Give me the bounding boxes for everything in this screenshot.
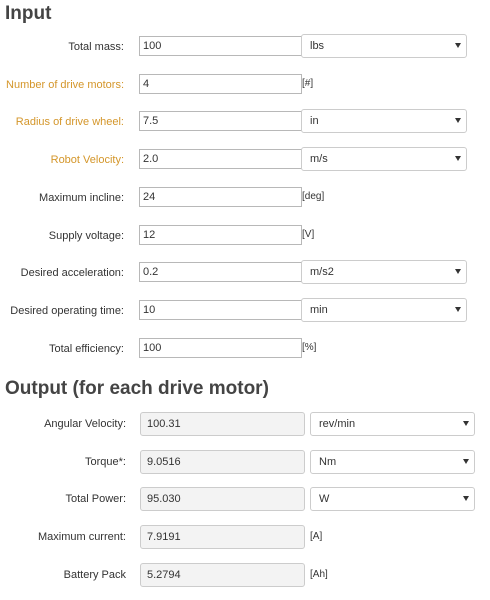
supply-voltage-unit: [V]: [302, 229, 315, 240]
max-current-unit: [A]: [310, 531, 323, 542]
robot-velocity-unit-value: m/s: [310, 153, 328, 165]
efficiency-input[interactable]: [139, 338, 302, 358]
input-row-acceleration: [0, 260, 490, 286]
robot-velocity-unit-select[interactable]: [301, 147, 467, 171]
input-row-max-incline: [0, 185, 490, 211]
torque-unit-value: Nm: [319, 456, 337, 468]
torque-output: 9.0516: [140, 450, 305, 474]
chevron-down-icon: [455, 43, 461, 48]
total-power-label: Total Power:: [65, 493, 126, 505]
chevron-down-icon: [463, 459, 469, 464]
chevron-down-icon: [463, 496, 469, 501]
wheel-radius-unit-select[interactable]: [301, 109, 467, 133]
output-row-torque: [0, 450, 490, 476]
input-section-title: Input: [5, 3, 52, 24]
robot-velocity-label: Robot Velocity:: [50, 154, 124, 166]
chevron-down-icon: [455, 156, 461, 161]
battery-pack-label: Battery Pack: [63, 569, 126, 581]
drive-motors-unit: [#]: [302, 78, 314, 89]
torque-label: Torque*:: [85, 456, 126, 468]
total-mass-label: Total mass:: [68, 41, 124, 53]
input-row-operating-time: [0, 298, 490, 324]
output-row-battery-pack: [0, 563, 490, 589]
input-row-total-mass: [0, 34, 490, 60]
supply-voltage-input[interactable]: [139, 225, 302, 245]
max-incline-label: Maximum incline:: [39, 192, 124, 204]
input-row-robot-velocity: [0, 147, 490, 173]
total-power-unit-value: W: [319, 493, 330, 505]
battery-pack-unit: [Ah]: [310, 569, 328, 580]
chevron-down-icon: [463, 421, 469, 426]
total-mass-input[interactable]: [139, 36, 302, 56]
chevron-down-icon: [455, 307, 461, 312]
efficiency-unit: [%]: [302, 342, 317, 353]
angular-velocity-unit-select[interactable]: [310, 412, 475, 436]
output-row-total-power: [0, 487, 490, 513]
chevron-down-icon: [455, 118, 461, 123]
input-row-drive-motors: [0, 72, 490, 98]
total-power-output: 95.030: [140, 487, 305, 511]
chevron-down-icon: [455, 269, 461, 274]
output-section-title: Output (for each drive motor): [5, 378, 269, 399]
robot-velocity-input[interactable]: [139, 149, 302, 169]
acceleration-unit-value: m/s2: [310, 266, 334, 278]
total-mass-unit-select[interactable]: [301, 34, 467, 58]
operating-time-input[interactable]: [139, 300, 302, 320]
operating-time-unit-select[interactable]: [301, 298, 467, 322]
input-row-efficiency: [0, 336, 490, 362]
operating-time-unit-value: min: [310, 304, 328, 316]
max-current-output: 7.9191: [140, 525, 305, 549]
total-mass-unit-value: lbs: [310, 40, 325, 52]
output-row-angular-velocity: [0, 412, 490, 438]
wheel-radius-input[interactable]: [139, 111, 302, 131]
max-incline-input[interactable]: [139, 187, 302, 207]
input-row-supply-voltage: [0, 223, 490, 249]
output-row-max-current: [0, 525, 490, 551]
battery-pack-output: 5.2794: [140, 563, 305, 587]
acceleration-label: Desired acceleration:: [20, 267, 124, 279]
operating-time-label: Desired operating time:: [10, 305, 124, 317]
angular-velocity-label: Angular Velocity:: [44, 418, 126, 430]
acceleration-unit-select[interactable]: [301, 260, 467, 284]
drive-motors-label: Number of drive motors:: [6, 79, 124, 91]
angular-velocity-unit-value: rev/min: [319, 418, 356, 430]
angular-velocity-output: 100.31: [140, 412, 305, 436]
supply-voltage-label: Supply voltage:: [48, 230, 124, 242]
acceleration-input[interactable]: [139, 262, 302, 282]
drive-motors-input[interactable]: [139, 74, 302, 94]
efficiency-label: Total efficiency:: [48, 343, 124, 355]
wheel-radius-label: Radius of drive wheel:: [15, 116, 124, 128]
total-power-unit-select[interactable]: [310, 487, 475, 511]
max-current-label: Maximum current:: [37, 531, 126, 543]
max-incline-unit: [deg]: [302, 191, 325, 202]
input-row-wheel-radius: [0, 109, 490, 135]
wheel-radius-unit-value: in: [310, 115, 319, 127]
torque-unit-select[interactable]: [310, 450, 475, 474]
